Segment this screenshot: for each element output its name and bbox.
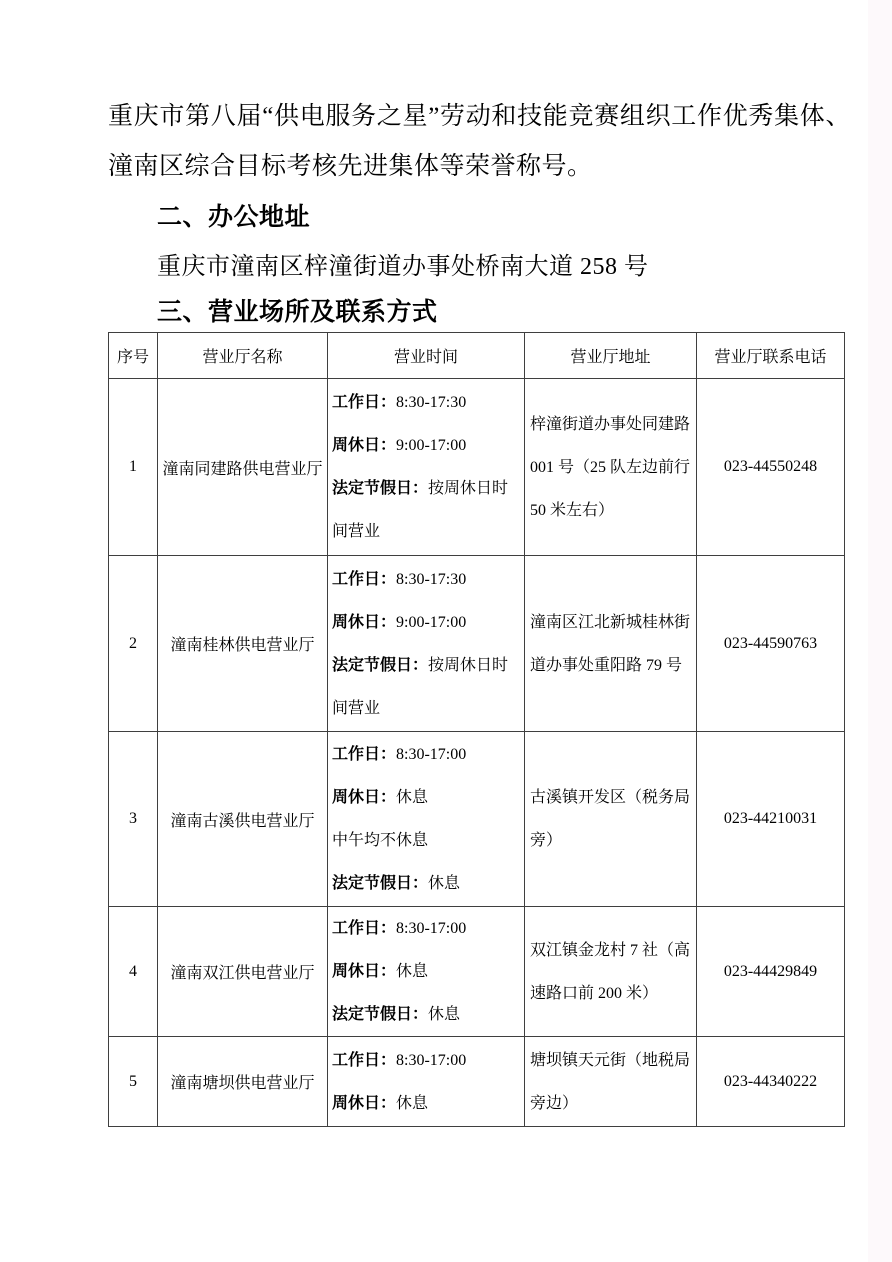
hours-label: 周休日： (332, 1094, 397, 1112)
cell-address: 潼南区江北新城桂林街道办事处重阳路 79 号 (525, 556, 697, 732)
hours-label: 工作日： (332, 746, 397, 763)
document-content (108, 92, 852, 1127)
cell-hours (328, 379, 525, 556)
cell-hours (328, 732, 525, 907)
hours-value: 休息 (396, 963, 429, 980)
hours-line (332, 733, 522, 776)
cell-phone: 023-44550248 (697, 379, 845, 556)
cell-hall-name: 潼南古溪供电营业厅 (158, 732, 328, 907)
hours-value: 9:00-17:00 (396, 613, 467, 631)
section-heading-office-address: 二、办公地址 (157, 203, 311, 231)
hours-line (332, 644, 522, 730)
cell-seq: 1 (109, 379, 158, 556)
hours-line (332, 907, 522, 950)
intro-paragraph: 重庆市第八届“供电服务之星”劳动和技能竞赛组织工作优秀集体、潼南区综合目标考核先进集体等荣誉称号。 (108, 103, 851, 180)
hours-line (332, 1082, 522, 1125)
hours-label: 法定节假日： (332, 656, 429, 674)
hours-label: 周休日： (332, 963, 397, 980)
cell-phone: 023-44340222 (697, 1037, 845, 1127)
hours-label: 工作日： (332, 394, 397, 411)
table-row (109, 907, 845, 1037)
hours-line (332, 381, 522, 424)
hours-label: 法定节假日： (332, 875, 429, 892)
hours-value: 休息 (396, 789, 429, 806)
hours-label: 工作日： (332, 1051, 397, 1069)
hours-line (332, 776, 522, 819)
hours-value: 8:30-17:00 (396, 1051, 467, 1069)
cell-address: 古溪镇开发区（税务局旁） (525, 732, 697, 907)
cell-hall-name: 潼南塘坝供电营业厅 (158, 1037, 328, 1127)
cell-phone: 023-44429849 (697, 907, 845, 1037)
hours-value: 休息 (396, 1094, 429, 1112)
table-row (109, 732, 845, 907)
hours-line (332, 862, 522, 905)
hours-value: 8:30-17:00 (396, 746, 467, 763)
header-address: 营业厅地址 (525, 333, 697, 379)
header-hours: 营业时间 (328, 333, 525, 379)
hours-value: 按周休日时间营业 (332, 480, 509, 540)
hours-line (332, 558, 522, 601)
section-heading-business-locations: 三、营业场所及联系方式 (157, 298, 438, 326)
hours-label: 法定节假日： (332, 1006, 429, 1023)
cell-address: 双江镇金龙村 7 社（高速路口前 200 米） (525, 907, 697, 1037)
hours-label: 周休日： (332, 437, 397, 454)
cell-address: 梓潼街道办事处同建路 001 号（25 队左边前行 50 米左右） (525, 379, 697, 556)
hours-line (332, 1039, 522, 1082)
hours-value: 8:30-17:30 (396, 570, 467, 588)
hours-value: 按周休日时间营业 (332, 656, 509, 717)
hours-value: 8:30-17:30 (396, 394, 467, 411)
hours-label: 工作日： (332, 920, 397, 937)
table-header-row (109, 333, 845, 379)
cell-seq: 3 (109, 732, 158, 907)
office-address-text: 重庆市潼南区梓潼街道办事处桥南大道 258 号 (157, 254, 649, 280)
cell-hall-name: 潼南双江供电营业厅 (158, 907, 328, 1037)
header-name: 营业厅名称 (158, 333, 328, 379)
cell-hours (328, 556, 525, 732)
cell-hours (328, 1037, 525, 1127)
header-seq: 序号 (109, 333, 158, 379)
hours-value: 9:00-17:00 (396, 437, 467, 454)
hours-line (332, 950, 522, 993)
hours-line (332, 819, 522, 862)
hours-line (332, 993, 522, 1036)
cell-seq: 2 (109, 556, 158, 732)
hours-value: 休息 (428, 875, 461, 892)
table-row (109, 1037, 845, 1127)
hours-label: 周休日： (332, 613, 397, 631)
cell-seq: 4 (109, 907, 158, 1037)
hours-value: 8:30-17:00 (396, 920, 467, 937)
header-phone: 营业厅联系电话 (697, 333, 845, 379)
cell-phone: 023-44590763 (697, 556, 845, 732)
page-right-edge (868, 0, 892, 1262)
table-row (109, 556, 845, 732)
hours-label: 工作日： (332, 570, 397, 588)
hours-line (332, 601, 522, 644)
cell-address: 塘坝镇天元街（地税局旁边） (525, 1037, 697, 1127)
cell-hours (328, 907, 525, 1037)
business-halls-table (108, 332, 845, 1127)
cell-hall-name: 潼南桂林供电营业厅 (158, 556, 328, 732)
cell-seq: 5 (109, 1037, 158, 1127)
hours-line (332, 467, 522, 553)
cell-hall-name: 潼南同建路供电营业厅 (158, 379, 328, 556)
hours-line (332, 424, 522, 467)
hours-label: 法定节假日： (332, 480, 429, 497)
cell-phone: 023-44210031 (697, 732, 845, 907)
hours-value: 休息 (428, 1006, 461, 1023)
hours-label: 周休日： (332, 789, 397, 806)
table-row (109, 379, 845, 556)
hours-value: 中午均不休息 (332, 832, 429, 849)
